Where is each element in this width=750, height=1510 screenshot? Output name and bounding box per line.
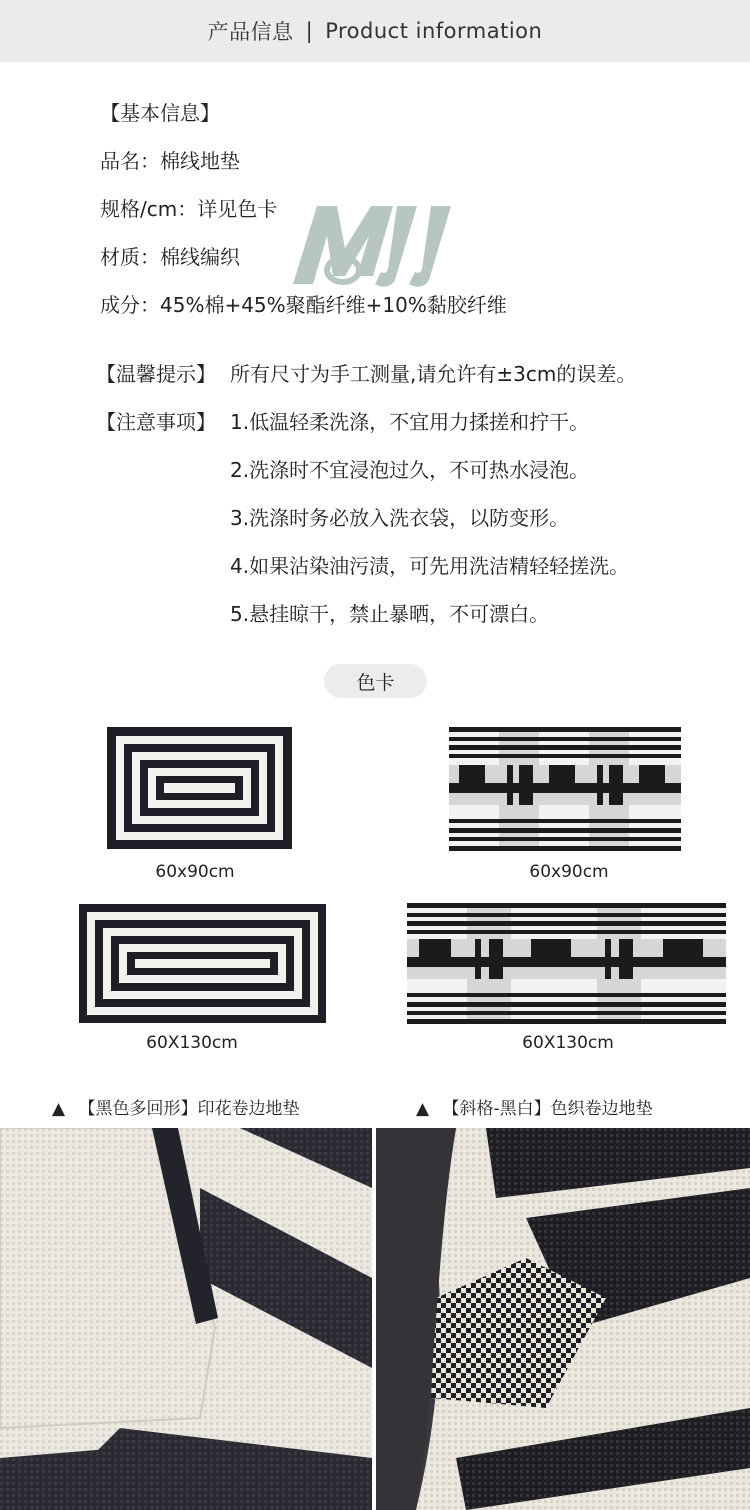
product-caption xyxy=(52,1094,299,1119)
swatch-size-label: 60X130cm xyxy=(522,1033,614,1053)
care-item: 2.洗涤时不宜浸泡过久，不可热水浸泡。 xyxy=(230,458,590,482)
product-material: 材质：棉线编织 xyxy=(100,245,240,269)
swatch-image-concentric-small xyxy=(107,727,292,849)
brand-watermark-logo xyxy=(285,196,470,288)
care-row xyxy=(96,504,636,552)
care-row xyxy=(96,456,636,504)
product-name: 品名：棉线地垫 xyxy=(100,149,240,173)
product-composition: 成分：45%棉+45%聚酯纤维+10%黏胶纤维 xyxy=(100,293,507,317)
care-row xyxy=(96,552,636,600)
triangle-icon: ▲ xyxy=(416,1099,430,1119)
tip-tag: 【温馨提示】 xyxy=(96,362,216,386)
swatch-size-label: 60X130cm xyxy=(146,1033,238,1053)
swatch-image-concentric-large xyxy=(79,904,326,1023)
care-notes xyxy=(96,360,636,648)
triangle-icon: ▲ xyxy=(52,1099,66,1119)
care-item: 5.悬挂晾干，禁止暴晒，不可漂白。 xyxy=(230,602,550,626)
care-row xyxy=(96,408,636,456)
swatch-image-plaid-small xyxy=(449,727,681,851)
product-photo-striped xyxy=(0,1128,372,1510)
product-caption xyxy=(416,1094,653,1119)
product-caption-text: 【黑色多回形】印花卷边地垫 xyxy=(78,1099,300,1119)
product-caption-text: 【斜格-黑白】色织卷边地垫 xyxy=(442,1099,653,1119)
header-title-en: Product information xyxy=(325,19,543,43)
product-photo-plaid xyxy=(376,1128,750,1510)
swatch-label: 色卡 xyxy=(324,664,427,698)
care-item: 3.洗涤时务必放入洗衣袋，以防变形。 xyxy=(230,506,570,530)
care-item: 1.低温轻柔洗涤，不宜用力揉搓和拧干。 xyxy=(230,410,590,434)
care-tag: 【注意事项】 xyxy=(96,410,216,434)
header-separator: | xyxy=(305,19,314,43)
swatch-size-label: 60x90cm xyxy=(155,862,235,882)
product-spec: 规格/cm：详见色卡 xyxy=(100,197,278,221)
section-header xyxy=(0,0,750,62)
care-row xyxy=(96,600,636,648)
tip-row xyxy=(96,360,636,408)
header-title-cn: 产品信息 xyxy=(207,20,294,44)
swatch-image-plaid-large xyxy=(407,903,726,1024)
care-item: 4.如果沾染油污渍，可先用洗洁精轻轻搓洗。 xyxy=(230,554,630,578)
tip-text: 所有尺寸为手工测量,请允许有±3cm的误差。 xyxy=(230,362,637,386)
basic-info-heading: 【基本信息】 xyxy=(100,101,220,125)
swatch-size-label: 60x90cm xyxy=(529,862,609,882)
